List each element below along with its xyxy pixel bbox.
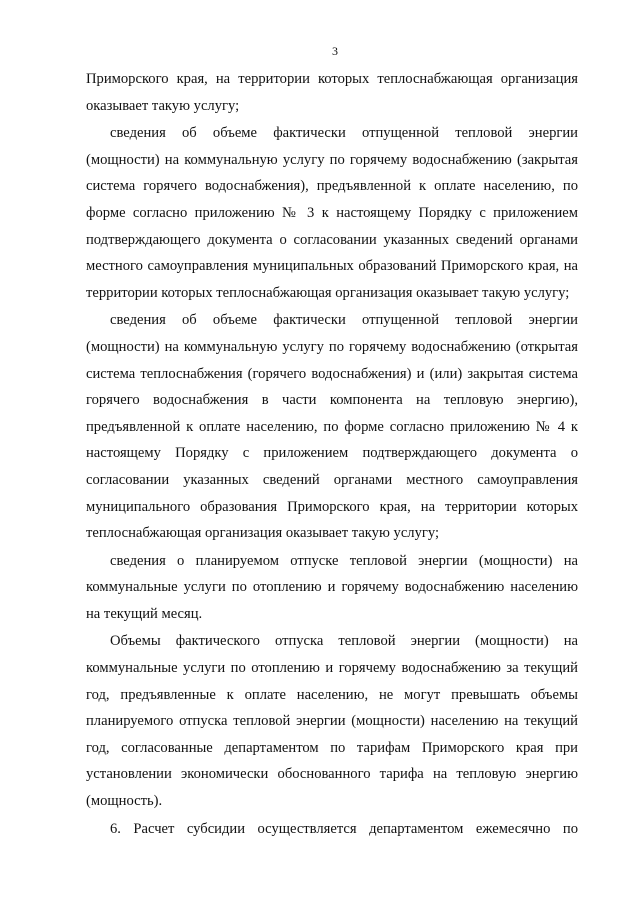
paragraph-planned-supply: сведения о планируемом отпуске тепловой энергии (мощности) на коммунальные услуги по отоплению и горячему водоснабжению населению на текущий месяц. bbox=[86, 552, 578, 622]
paragraph-hot-water-closed: сведения об объеме фактически отпущенной тепловой энергии (мощности) на коммунальную услугу по горячему водоснабжению (закрытая система горячего водоснабжения), предъявленной к оплате населению, по форме согласно приложению № 3 к настоящему Порядку с приложением подтверждающего документа о согласовании указанных сведений органами местного самоуправления муниципальных образований Приморского края, на территории которых теплоснабжающая организация оказывает такую услугу; bbox=[86, 125, 578, 301]
paragraph-volume-limits: Объемы фактического отпуска тепловой энергии (мощности) на коммунальные услуги по отоплению и горячему водоснабжению за текущий год, предъявленные к оплате населению, не могут превышать объемы планируемого отпуска тепловой энергии (мощности) населению на текущий год, согласованные департаментом по тарифам Приморского края при установлении экономически обоснованного тарифа на тепловую энергию (мощность). bbox=[86, 633, 578, 810]
page-number: 3 bbox=[332, 44, 338, 58]
paragraph-continuation: Приморского края, на территории которых теплоснабжающая организация оказывает такую услугу; bbox=[86, 71, 578, 114]
paragraph-hot-water-open: сведения об объеме фактически отпущенной тепловой энергии (мощности) на коммунальную услугу по горячему водоснабжению (открытая система теплоснабжения (горячего водоснабжения) и (или) закрытая система горячего водоснабжения в части компонента на тепловую энергию), предъявленной к оплате населению, по форме согласно приложению № 4 к настоящему Порядку с приложением подтверждающего документа о согласовании указанных сведений органами местного самоуправления муниципального образования Приморского края, на территории которых теплоснабжающая организация оказывает такую услугу; bbox=[86, 312, 578, 542]
paragraph-subsidy-calculation: 6. Расчет субсидии осуществляется департаментом ежемесячно по bbox=[110, 820, 578, 837]
document-body bbox=[86, 66, 578, 842]
